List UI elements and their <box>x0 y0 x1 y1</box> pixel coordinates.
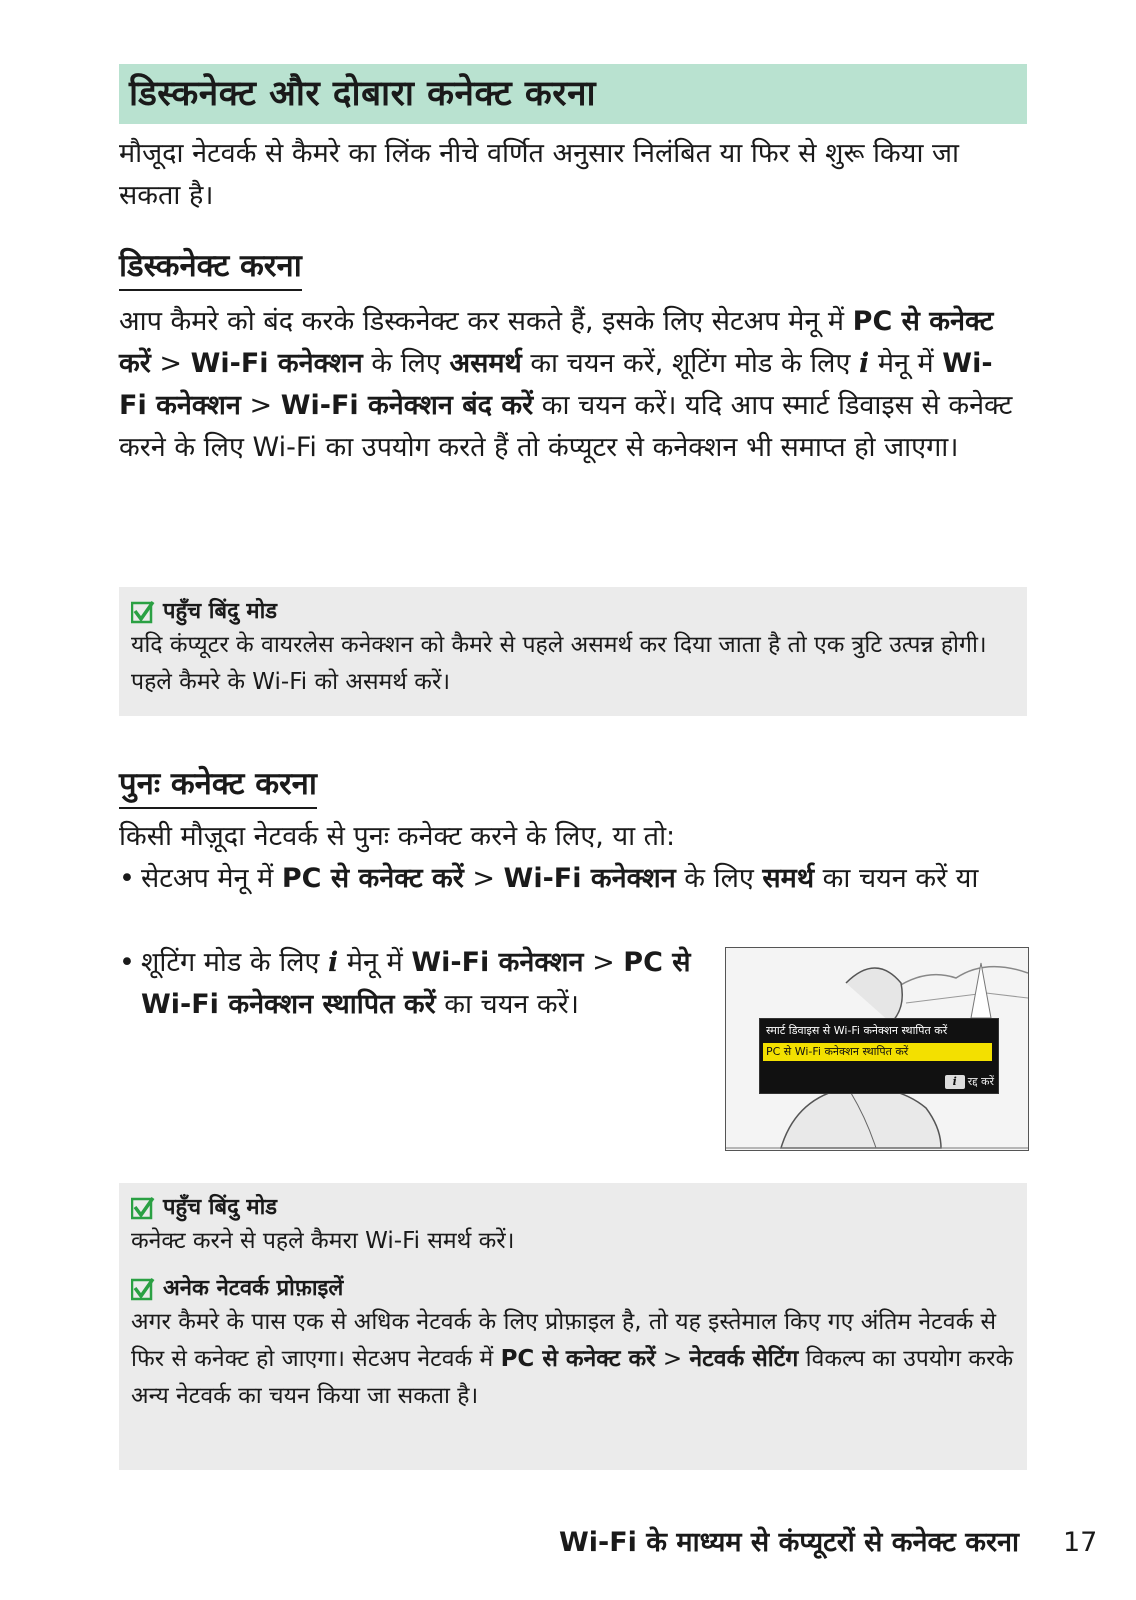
bullet-icon: • <box>119 863 135 894</box>
reconnect-option-list-2 <box>119 942 709 1026</box>
separator: > <box>583 947 624 978</box>
text: का चयन करें, शूटिंग मोड के लिए <box>521 348 859 379</box>
menu-path: PC से कनेक्ट करें <box>500 1346 656 1372</box>
bullet-icon: • <box>119 947 135 978</box>
menu-item-smart-device-connect[interactable]: स्मार्ट डिवाइस से Wi-Fi कनेक्शन स्थापित करें <box>766 1024 948 1037</box>
list-item <box>119 942 709 1026</box>
note-group <box>119 1183 1027 1470</box>
menu-path: Wi-Fi कनेक्शन <box>503 863 676 894</box>
disconnect-paragraph <box>119 301 1019 469</box>
text: विकल्प का उपयोग करके अन्य नेटवर्क का चयन किया जा सकता है। <box>131 1346 1014 1409</box>
camera-menu <box>759 1018 999 1094</box>
reconnect-heading: पुनः कनेक्ट करना <box>119 763 317 809</box>
menu-item-pc-connect[interactable]: PC से Wi-Fi कनेक्शन स्थापित करें <box>763 1043 992 1061</box>
text: आप कैमरे को बंद करके डिस्कनेक्ट कर सकते हैं, इसके लिए सेटअप मेनू में <box>119 306 845 337</box>
text: का चयन करें या <box>814 863 979 894</box>
text: सेटअप मेनू में <box>141 863 282 894</box>
cancel-label: रद्द करें <box>967 1075 994 1088</box>
note-title-text: पहुँच बिंदु मोड <box>163 1195 278 1220</box>
text: मेनू में <box>338 947 412 978</box>
separator: > <box>463 863 504 894</box>
menu-path: Wi-Fi कनेक्शन <box>119 348 993 421</box>
note-title <box>131 1193 1015 1223</box>
menu-path: Wi-Fi कनेक्शन <box>411 947 584 978</box>
note-text: यदि कंप्यूटर के वायरलेस कनेक्शन को कैमरे से पहले असमर्थ कर दिया जाता है तो एक त्रुटि उत्पन्न होगी। पहले कैमरे के Wi-Fi को असमर्थ करें। <box>131 632 987 695</box>
separator: > <box>150 348 191 379</box>
text: अगर कैमरे के पास एक से अधिक नेटवर्क के लिए प्रोफ़ाइल है, तो यह इस्तेमाल किए गए अंतिम नेटवर्क से फिर से कनेक्ट हो जाएगा। सेटअप नेटवर्क में <box>131 1309 997 1372</box>
menu-option: PC से Wi-Fi कनेक्शन स्थापित करें <box>141 947 691 1020</box>
note-access-point-mode <box>119 587 1027 716</box>
menu-option: असमर्थ <box>449 348 522 379</box>
text: के लिए <box>362 348 450 379</box>
note-title-text: अनेक नेटवर्क प्रोफ़ाइलें <box>163 1276 344 1301</box>
text: का चयन करें। <box>435 989 579 1020</box>
menu-option: Wi-Fi कनेक्शन बंद करें <box>280 390 534 421</box>
text: मेनू में <box>869 348 943 379</box>
i-button-icon: i <box>945 1075 965 1089</box>
reconnect-option-list <box>119 858 1019 900</box>
menu-path: PC से कनेक्ट करें <box>119 306 994 379</box>
menu-option: समर्थ <box>762 863 815 894</box>
note-text <box>131 1304 1015 1415</box>
check-icon <box>131 1277 155 1301</box>
text: शूटिंग मोड के लिए <box>141 947 329 978</box>
menu-path: Wi-Fi कनेक्शन <box>190 348 363 379</box>
note-title <box>131 1274 1015 1304</box>
separator: > <box>240 390 281 421</box>
separator: > <box>655 1346 690 1372</box>
text: का चयन करें। यदि आप स्मार्ट डिवाइस से कनेक्ट करने के लिए Wi-Fi का उपयोग करते हैं तो कंप्यूटर से कनेक्शन भी समाप्त हो जाएगा। <box>119 390 1013 463</box>
cancel-hint <box>945 1074 994 1089</box>
note-title <box>131 597 1015 627</box>
i-menu-icon: i <box>328 947 339 978</box>
page-number: 17 <box>1063 1527 1098 1558</box>
intro-paragraph: मौजूदा नेटवर्क से कैमरे का लिंक नीचे वर्णित अनुसार निलंबित या फिर से शुरू किया जा सकता है। <box>119 138 960 211</box>
note-title-text: पहुँच बिंदु मोड <box>163 599 278 624</box>
check-icon <box>131 600 155 624</box>
i-menu-icon: i <box>859 348 870 379</box>
text: के लिए <box>675 863 763 894</box>
menu-path: PC से कनेक्ट करें <box>281 863 464 894</box>
note-text: कनेक्ट करने से पहले कैमरा Wi-Fi समर्थ करें। <box>131 1228 515 1254</box>
list-item <box>119 858 1019 900</box>
reconnect-intro: किसी मौज़ूदा नेटवर्क से पुनः कनेक्ट करने के लिए, या तो: <box>119 821 676 852</box>
camera-screen-illustration <box>725 947 1029 1151</box>
footer-chapter-title: Wi-Fi के माध्यम से कंप्यूटरों से कनेक्ट करना <box>558 1527 1019 1558</box>
check-icon <box>131 1196 155 1220</box>
disconnect-heading: डिस्कनेक्ट करना <box>119 245 302 291</box>
page-title: डिस्कनेक्ट और दोबारा कनेक्ट करना <box>119 64 1027 124</box>
menu-option: नेटवर्क सेटिंग <box>689 1346 799 1372</box>
